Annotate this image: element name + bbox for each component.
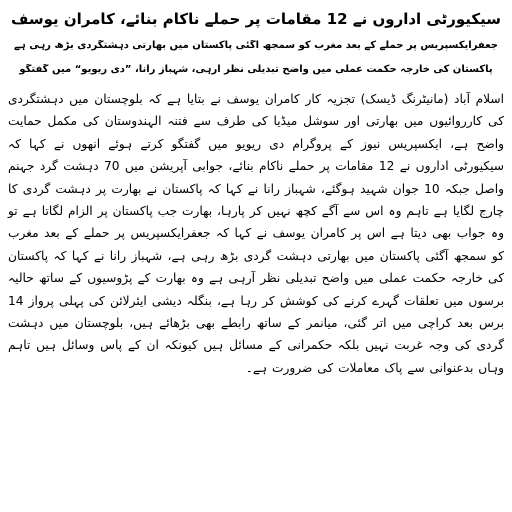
- subheadline-west-understood: جعفرایکسپریس پر حملے کے بعد مغرب کو سمجھ آگئی پاکستان میں بھارتی دہشتگردی بڑھ رہی ہے: [14, 40, 498, 51]
- subheadline-foreign-policy: پاکستان کی خارجہ حکمت عملی میں واضح تبدیلی نظر آرہی، شہباز رانا، ”دی ریویو“ میں گفتگو: [19, 64, 493, 75]
- headline: سیکیورٹی اداروں نے 12 مقامات پر حملے ناکام بنائے، کامران یوسف: [11, 10, 501, 28]
- article-body: اسلام آباد (مانیٹرنگ ڈیسک) تجزیہ کار کامران یوسف نے بتایا ہے کہ بلوچستان میں دہشتگردی کی کارروائیوں میں بھارتی اور سوشل میڈیا کی طرف سے فتنہ الہندوستان کی مکمل حمایت واضح ہے، ایکسپریس نیوز کے پروگرام دی ریویو میں گفتگو کرتے ہوئے انھوں نے کہا کہ سیکیورٹی اداروں نے 12 مقامات پر حملے ناکام بنائے، جوابی آپریشن میں 70 دہشت گرد جہنم واصل جبکہ 10 جوان شہید ہوگئے، شہباز رانا نے کہا کہ پاکستان نے بھارت پر دہشت گردی کا چارج لگایا ہے تاہم وہ اس سے آگے کچھ نہیں کر پارہا، بھارت جب پاکستان پر الزام لگاتا ہے تو وہ جواب بھی دیتا ہے اس پر کامران یوسف نے کہا کہ جعفرایکسپریس پر حملے کے بعد مغرب کو سمجھ آگئی پاکستان میں بھارتی دہشت گردی بڑھ رہی ہے، شہباز رانا نے کہا کہ پاکستان کی خارجہ حکمت عملی میں واضح تبدیلی نظر آرہی ہے وہ بھارت کے پڑوسیوں کے ساتھ حالیہ برسوں میں تعلقات گہرے کرنے کی کوشش کر رہا ہے، بنگلہ دیشی ایئرلائن کی پہلی پرواز 14 برس بعد کراچی میں اتر گئی، میانمر کے ساتھ رابطے بھی بڑھائے ہیں، بلوچستان میں دہشت گردی کی وجہ غربت نہیں بلکہ حکمرانی کے مسائل ہیں کیونکہ ان کے پاس وسائل ہیں تاہم وہاں بدعنوانی سے پاک معاملات کی ضرورت ہے۔: [8, 92, 504, 375]
